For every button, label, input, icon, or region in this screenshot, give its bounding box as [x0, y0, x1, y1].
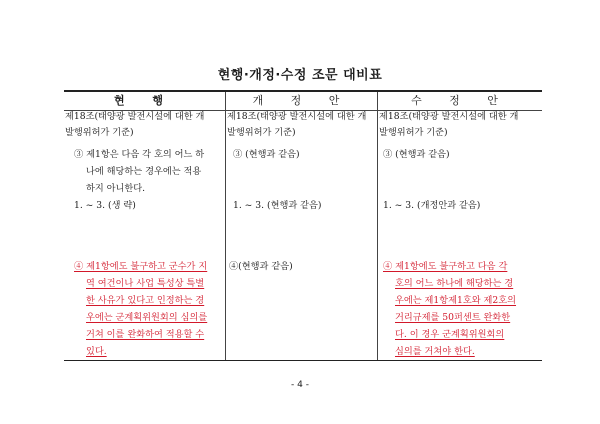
amended-article-line1: 제18조(태양광 발전시설에 대한 개 — [379, 111, 519, 122]
current-p4-line3: 한 사유가 있다고 인정하는 경 — [86, 295, 205, 306]
column-current — [64, 92, 225, 360]
current-p3-line1: ③ 제1항은 다음 각 호의 어느 하 — [74, 149, 205, 160]
current-p4-line1: ④ 제1항에도 불구하고 군수가 지 — [74, 261, 208, 272]
page-title: 현행·개정·수정 조문 대비표 — [217, 68, 383, 83]
current-article-line1: 제18조(태양광 발전시설에 대한 개 — [65, 111, 205, 122]
revised-p4: ④(현행과 같음) — [229, 261, 293, 272]
current-p4-line2: 역 여건이나 사업 특성상 특별 — [86, 278, 205, 289]
current-p4-line4: 우에는 군계획위원회의 심의를 — [86, 312, 208, 323]
amended-p4-line6: 심의를 거쳐야 한다. — [395, 346, 475, 357]
current-p3-line2: 나에 해당하는 경우에는 적용 — [86, 166, 202, 177]
revised-article-line1: 제18조(태양광 발전시설에 대한 개 — [227, 111, 367, 122]
amended-article-line2: 발행위허가 기준) — [379, 127, 448, 138]
current-p4-line5: 거쳐 이를 완화하여 적용할 수 — [86, 329, 205, 340]
column-revised — [227, 92, 377, 360]
header-amended: 수 정 안 — [411, 94, 510, 107]
amended-items: 1. ~ 3. (개정안과 같음) — [383, 200, 481, 211]
amended-p4-line3: 우에는 제1항제1호와 제2호의 — [395, 295, 517, 306]
revised-items: 1. ~ 3. (현행과 같음) — [233, 200, 322, 211]
header-current: 현 행 — [113, 94, 176, 107]
column-amended — [379, 92, 542, 360]
current-p4-line6: 있다. — [86, 346, 107, 357]
current-p3-line3: 하지 아니한다. — [86, 183, 146, 194]
amended-p4-line5: 다. 이 경우 군계획위원회의 — [395, 329, 505, 340]
comparison-table — [64, 90, 542, 361]
amended-p4-line4: 거리규제를 50퍼센트 완화한 — [395, 312, 511, 323]
revised-p3: ③ (현행과 같음) — [233, 149, 300, 160]
amended-p4-line2: 호의 어느 하나에 해당하는 경 — [395, 278, 514, 289]
amended-p3: ③ (현행과 같음) — [383, 149, 450, 160]
column-divider — [225, 92, 226, 360]
current-article-line2: 발행위허가 기준) — [65, 127, 134, 138]
current-items: 1. ~ 3. (생 략) — [74, 200, 136, 211]
header-revised: 개 정 안 — [252, 94, 352, 107]
page-number: - 4 - — [291, 380, 309, 390]
revised-article-line2: 발행위허가 기준) — [227, 127, 296, 138]
column-divider — [377, 92, 378, 360]
amended-p4-line1: ④ 제1항에도 불구하고 다음 각 — [383, 261, 508, 272]
